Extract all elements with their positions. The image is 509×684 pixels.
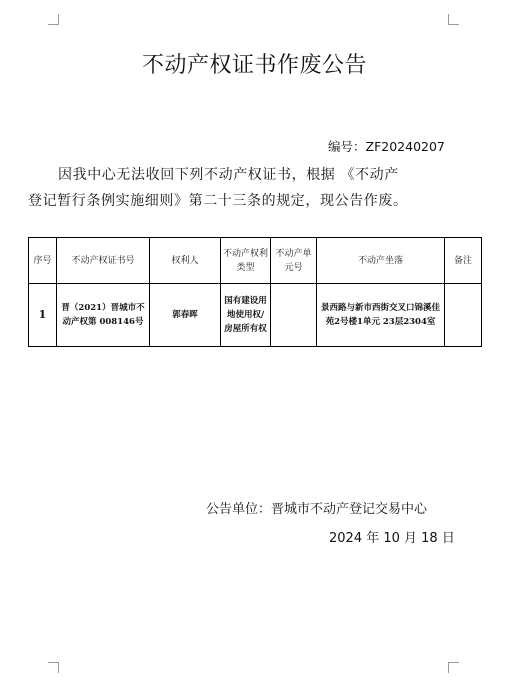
serial-number: 编号：ZF20240207	[328, 139, 445, 154]
cell-cert-no: 晋（2021）晋城市不动产权第 008146号	[57, 284, 150, 347]
header-cert-no: 不动产权证书号	[57, 238, 150, 284]
header-right-type: 不动产权利类型	[221, 238, 271, 284]
cell-unit-no	[271, 284, 317, 347]
header-location: 不动产坐落	[317, 238, 445, 284]
issuing-organization: 公告单位：晋城市不动产登记交易中心	[206, 502, 428, 517]
table-row	[29, 284, 482, 347]
notice-paragraph-line-1: 因我中心无法收回下列不动产权证书，根据 《不动产	[58, 167, 399, 183]
table-header-row	[29, 238, 482, 284]
notice-paragraph	[28, 162, 460, 214]
notice-paragraph-line-2: 登记暂行条例实施细则》第二十三条的规定，现公告作废。	[28, 193, 408, 209]
header-seq: 序号	[29, 238, 57, 284]
crop-mark-top-right	[448, 14, 459, 25]
crop-mark-bottom-left	[48, 662, 59, 673]
crop-mark-top-left	[48, 14, 59, 25]
certificate-table	[28, 237, 482, 347]
cell-remark	[445, 284, 482, 347]
header-unit-no: 不动产单元号	[271, 238, 317, 284]
issue-date: 2024 年 10 月 18 日	[329, 531, 455, 546]
header-remark: 备注	[445, 238, 482, 284]
cell-right-type: 国有建设用地使用权/房屋所有权	[221, 284, 271, 347]
cell-location: 景西路与新市西街交叉口锦溪佳苑2号楼1单元 23层2304室	[317, 284, 445, 347]
crop-mark-bottom-right	[448, 662, 459, 673]
cell-owner: 郭春晖	[150, 284, 221, 347]
notice-title: 不动产权证书作废公告	[141, 53, 367, 78]
cell-seq: 1	[29, 284, 57, 347]
header-owner: 权利人	[150, 238, 221, 284]
